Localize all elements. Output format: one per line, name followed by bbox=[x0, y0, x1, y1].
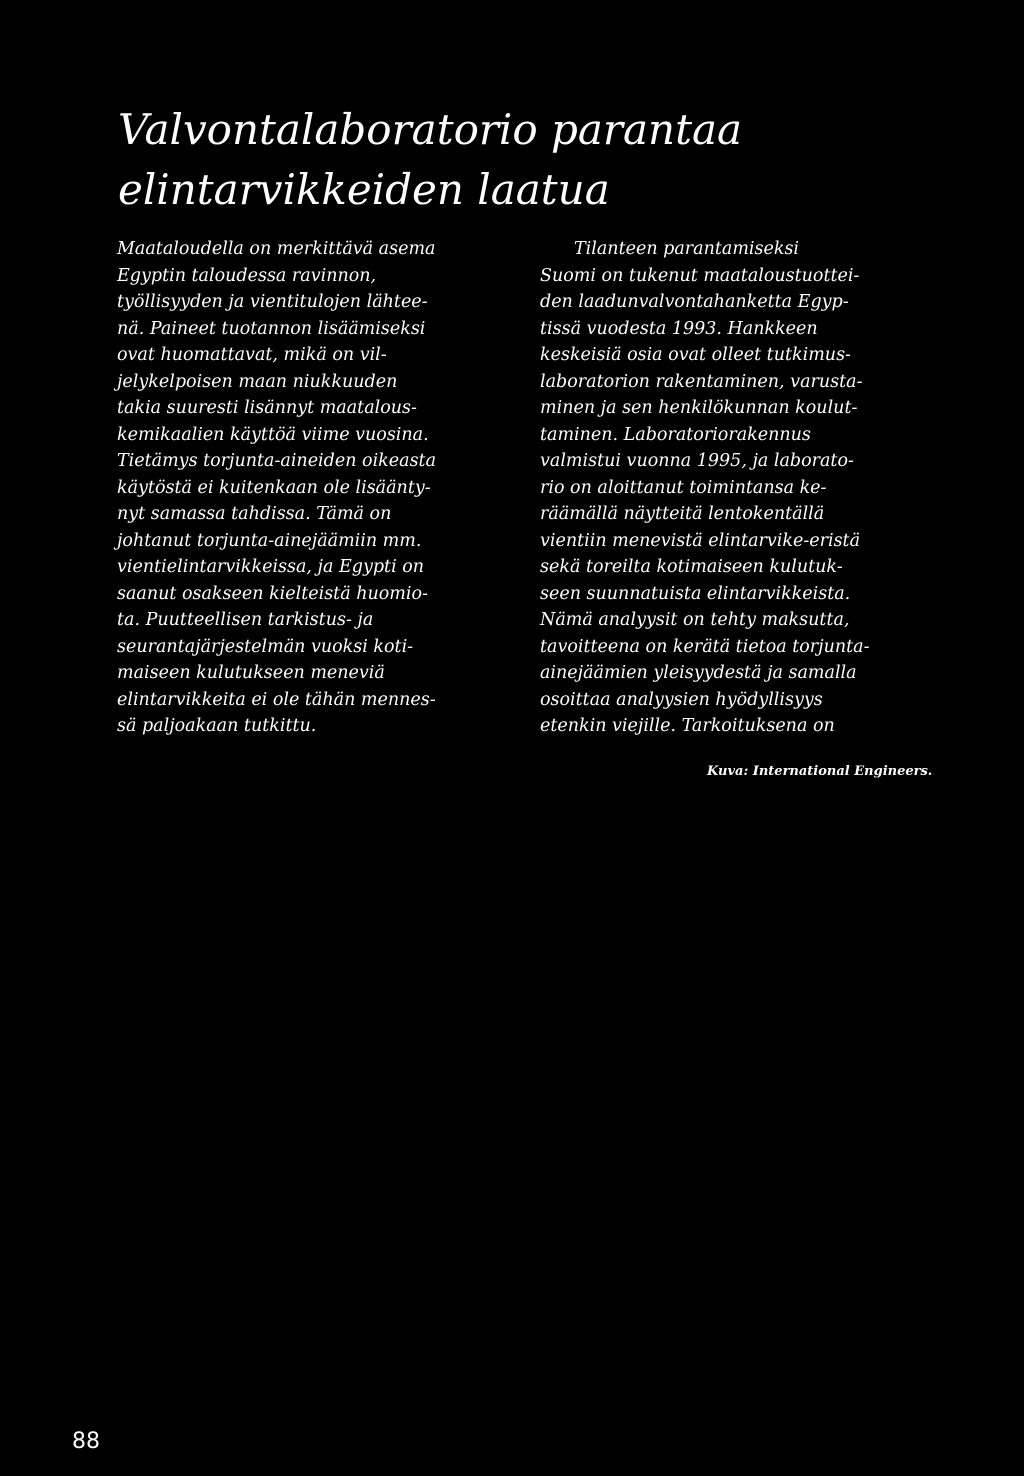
text-line: vientielintarvikkeissa, ja Egypti on bbox=[117, 557, 425, 577]
text-line: tissä vuodesta 1993. Hankkeen bbox=[540, 318, 818, 339]
text-line: työllisyyden ja vientitulojen lähtee- bbox=[117, 292, 428, 312]
text-line: osoittaa analyysien hyödyllisyys bbox=[540, 689, 823, 710]
text-line: Egyptin taloudessa ravinnon, bbox=[117, 265, 377, 286]
text-line: käytöstä ei kuitenkaan ole lisäänty- bbox=[117, 477, 431, 498]
text-line: sä paljoakaan tutkittu. bbox=[117, 716, 317, 736]
text-line: laboratorion rakentaminen, varusta- bbox=[540, 371, 863, 392]
text-line: maiseen kulutukseen meneviä bbox=[117, 663, 385, 683]
text-line: saanut osakseen kielteistä huomio- bbox=[117, 583, 428, 604]
text-line: sekä toreilta kotimaiseen kulutuk- bbox=[540, 557, 843, 577]
text-line: seen suunnatuista elintarvikkeista. bbox=[540, 583, 851, 604]
text-line: seurantajärjestelmän vuoksi koti- bbox=[117, 636, 414, 657]
text-line: johtanut torjunta-ainejäämiin mm. bbox=[117, 530, 422, 551]
text-line: etenkin viejille. Tarkoituksena on bbox=[540, 716, 835, 736]
text-line: rio on aloittanut toimintansa ke- bbox=[540, 477, 827, 498]
text-line: ainejäämien yleisyydestä ja samalla bbox=[540, 663, 857, 683]
text-line: jelykelpoisen maan niukkuuden bbox=[117, 371, 398, 392]
text-line: vientiin menevistä elintarvike-eristä bbox=[540, 530, 861, 551]
text-line: den laadunvalvontahanketta Egyp- bbox=[540, 292, 849, 312]
title-line: elintarvikkeiden laatua bbox=[118, 165, 610, 214]
body-column-left bbox=[117, 236, 527, 740]
text-line: Maataloudella on merkittävä asema bbox=[117, 239, 436, 259]
article-title bbox=[118, 100, 978, 220]
title-line: Valvontalaboratorio parantaa bbox=[118, 105, 743, 154]
text-line: minen ja sen henkilökunnan koulut- bbox=[540, 398, 858, 418]
text-line: ta. Puutteellisen tarkistus- ja bbox=[117, 610, 374, 630]
text-line: valmistui vuonna 1995, ja laborato- bbox=[540, 451, 854, 471]
text-line: kemikaalien käyttöä viime vuosina. bbox=[117, 424, 429, 445]
page-number: 88 bbox=[72, 1429, 100, 1454]
text-line: ovat huomattavat, mikä on vil- bbox=[117, 345, 387, 365]
text-line: nä. Paineet tuotannon lisäämiseksi bbox=[117, 318, 426, 339]
text-line: taminen. Laboratoriorakennus bbox=[540, 424, 811, 445]
text-line: tavoitteena on kerätä tietoa torjunta- bbox=[540, 636, 870, 657]
text-line: Nämä analyysit on tehty maksutta, bbox=[540, 610, 850, 630]
text-line: keskeisiä osia ovat olleet tutkimus- bbox=[540, 345, 851, 365]
text-line: nyt samassa tahdissa. Tämä on bbox=[117, 504, 392, 524]
text-line: Tietämys torjunta-aineiden oikeasta bbox=[117, 451, 437, 471]
text-line: räämällä näytteitä lentokentällä bbox=[540, 504, 825, 524]
body-column-right bbox=[540, 236, 980, 740]
text-line: takia suuresti lisännyt maatalous- bbox=[117, 398, 417, 418]
photo-credit: Kuva: International Engineers. bbox=[707, 764, 933, 779]
text-line: elintarvikkeita ei ole tähän mennes- bbox=[117, 689, 436, 710]
text-line: Tilanteen parantamiseksi bbox=[574, 239, 800, 259]
text-line: Suomi on tukenut maataloustuottei- bbox=[540, 265, 860, 286]
